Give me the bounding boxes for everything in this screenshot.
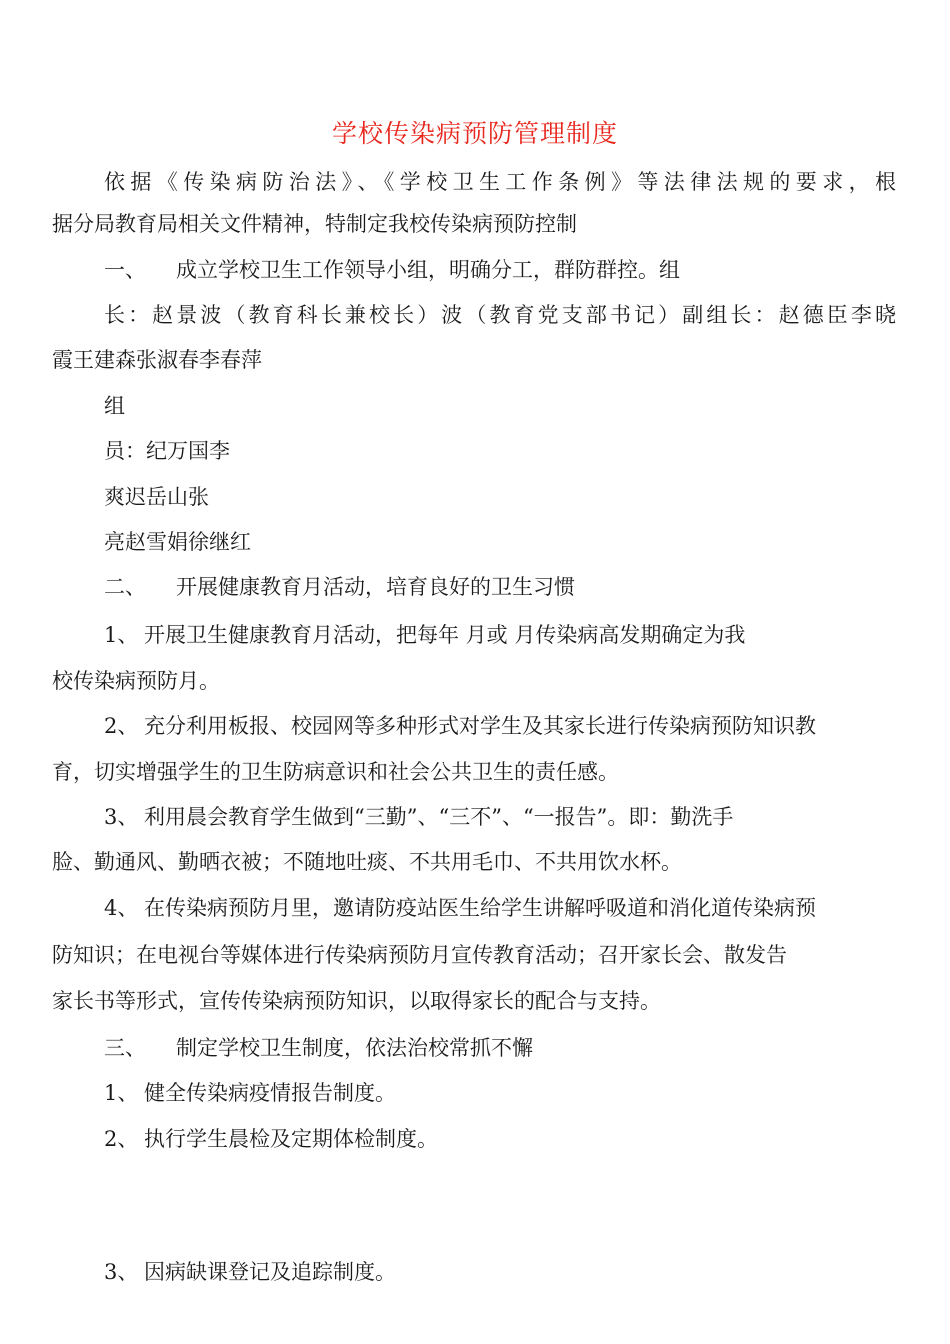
document-title: 学校传染病预防管理制度 bbox=[331, 119, 618, 148]
item-number: 1、 bbox=[104, 623, 139, 647]
item-text: 开展卫生健康教育月活动，把每年 月或 月传染病高发期确定为我 bbox=[144, 623, 746, 647]
item-text: 执行学生晨检及定期体检制度。 bbox=[144, 1127, 438, 1151]
list-item bbox=[104, 1124, 438, 1154]
section-1-line: 亮赵雪娟徐继红 bbox=[104, 530, 251, 554]
list-item-continuation: 防知识；在电视台等媒体进行传染病预防月宣传教育活动；召开家长会、散发告 bbox=[52, 943, 787, 967]
item-number: 2、 bbox=[104, 1127, 139, 1151]
item-number: 2、 bbox=[104, 714, 139, 738]
section-1-line: 员：纪万国李 bbox=[104, 439, 230, 463]
section-heading-text: 开展健康教育月活动，培育良好的卫生习惯 bbox=[176, 575, 575, 599]
list-item bbox=[104, 802, 733, 832]
section-1-line: 长：赵景波（教育科长兼校长）波（教育党支部书记）副组长：赵德臣李晓 bbox=[104, 303, 896, 327]
section-1-line: 爽迟岳山张 bbox=[104, 485, 209, 509]
section-heading-text: 成立学校卫生工作领导小组，明确分工，群防群控。组 bbox=[176, 258, 680, 282]
section-number: 二、 bbox=[104, 575, 146, 599]
section-number: 一、 bbox=[104, 258, 146, 282]
intro-line: 据分局教育局相关文件精神，特制定我校传染病预防控制 bbox=[52, 212, 577, 236]
list-item-continuation: 校传染病预防月。 bbox=[52, 669, 220, 693]
section-1-heading bbox=[104, 255, 680, 285]
list-item bbox=[104, 620, 745, 650]
item-text: 在传染病预防月里，邀请防疫站医生给学生讲解呼吸道和消化道传染病预 bbox=[144, 896, 816, 920]
list-item bbox=[104, 893, 816, 923]
item-text: 健全传染病疫情报告制度。 bbox=[144, 1081, 396, 1105]
list-item-continuation: 家长书等形式，宣传传染病预防知识，以取得家长的配合与支持。 bbox=[52, 989, 661, 1013]
item-number: 4、 bbox=[104, 896, 139, 920]
list-item bbox=[104, 1078, 396, 1108]
section-1-line: 霞王建森张淑春李春萍 bbox=[52, 348, 262, 372]
item-number: 1、 bbox=[104, 1081, 139, 1105]
list-item bbox=[104, 1257, 396, 1287]
item-number: 3、 bbox=[104, 1260, 139, 1284]
item-text: 充分利用板报、校园网等多种形式对学生及其家长进行传染病预防知识教 bbox=[144, 714, 816, 738]
item-text: 因病缺课登记及追踪制度。 bbox=[144, 1260, 396, 1284]
section-number: 三、 bbox=[104, 1036, 146, 1060]
section-heading-text: 制定学校卫生制度，依法治校常抓不懈 bbox=[176, 1036, 533, 1060]
section-2-heading bbox=[104, 572, 575, 602]
section-1-line: 组 bbox=[104, 394, 125, 418]
list-item bbox=[104, 711, 816, 741]
intro-line: 依据《传染病防治法》、《学校卫生工作条例》等法律法规的要求，根 bbox=[104, 170, 896, 194]
item-number: 3、 bbox=[104, 805, 139, 829]
section-3-heading bbox=[104, 1033, 533, 1063]
list-item-continuation: 脸、勤通风、勤晒衣被；不随地吐痰、不共用毛巾、不共用饮水杯。 bbox=[52, 850, 682, 874]
list-item-continuation: 育，切实增强学生的卫生防病意识和社会公共卫生的责任感。 bbox=[52, 760, 619, 784]
item-text: 利用晨会教育学生做到“三勤”、“三不”、“一报告”。即：勤洗手 bbox=[144, 805, 734, 829]
